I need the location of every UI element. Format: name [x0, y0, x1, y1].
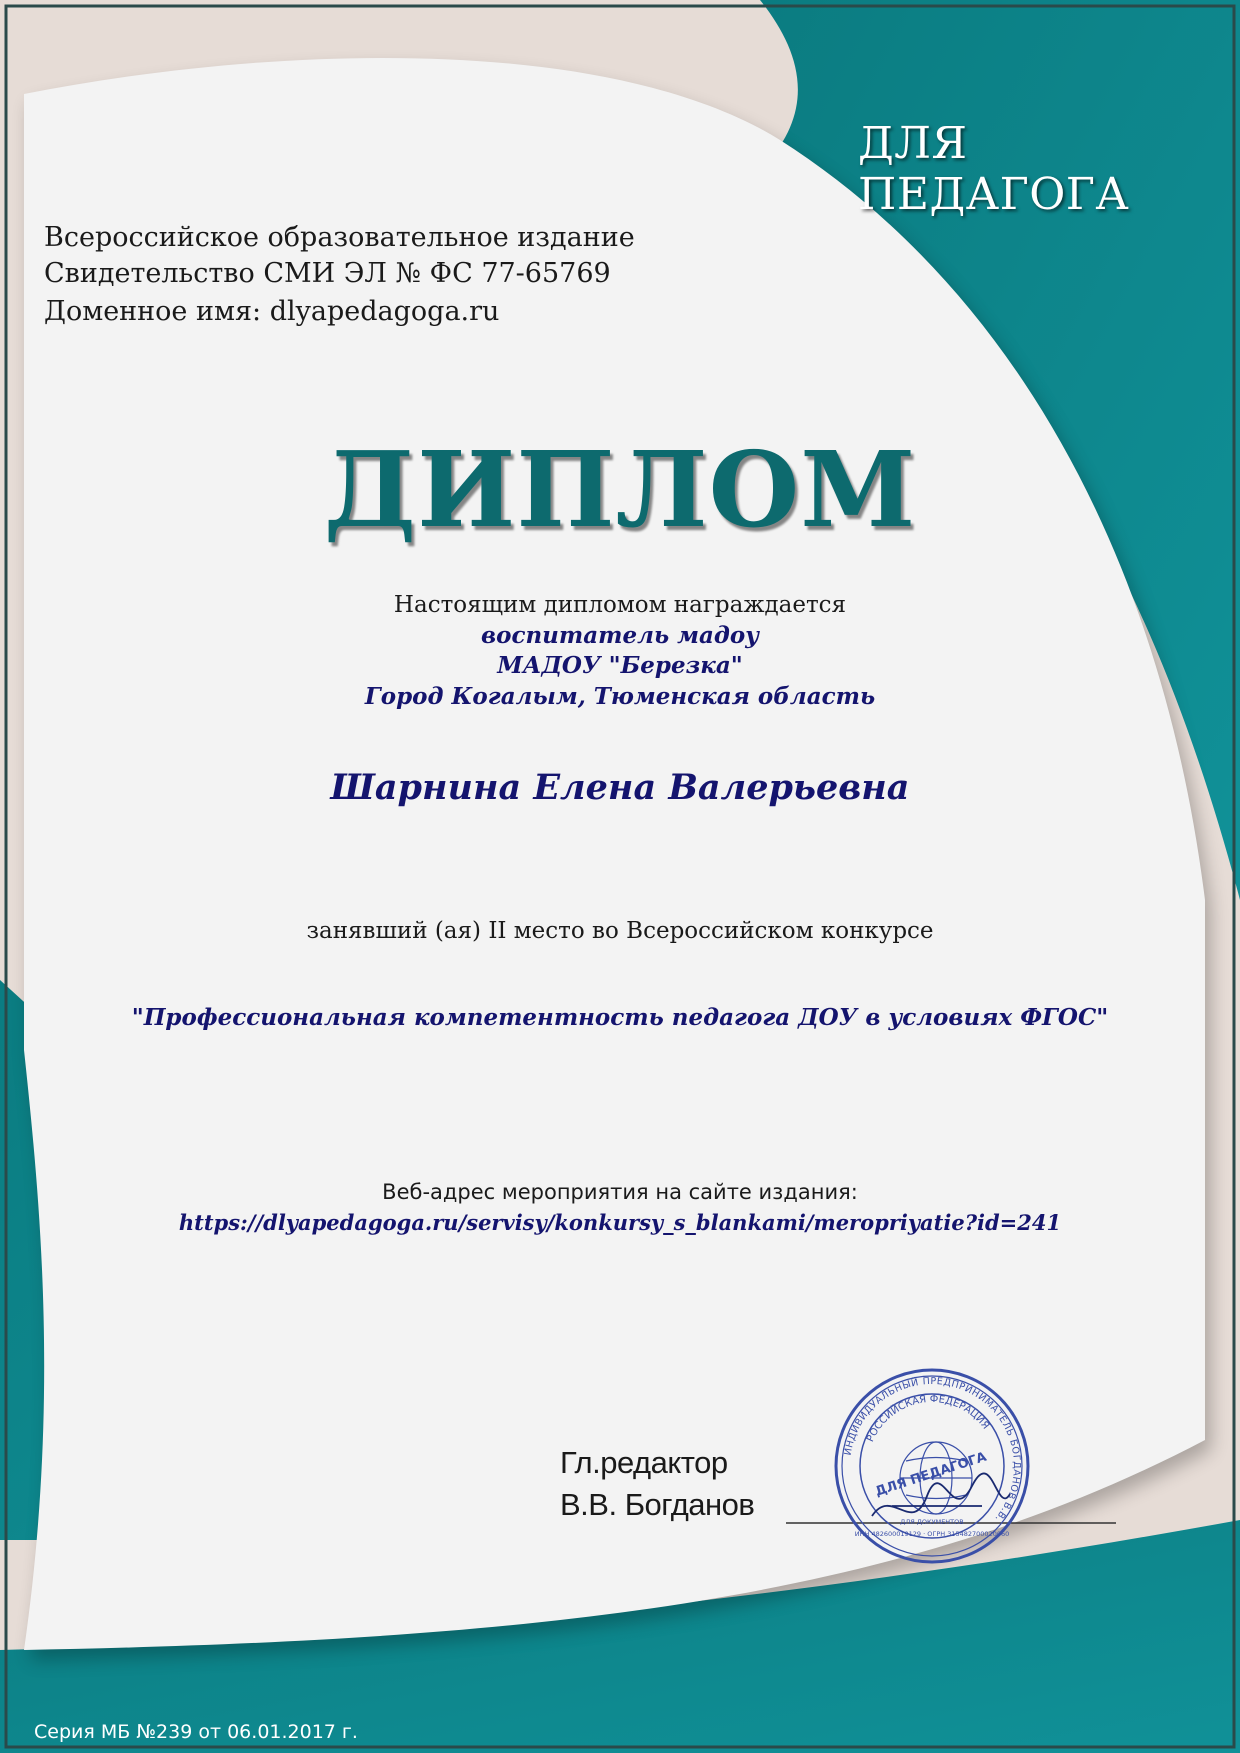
- editor-title: Гл.редактор: [560, 1445, 728, 1480]
- contest-name: "Профессиональная компетентность педагога ДОУ в условиях ФГОС": [131, 1004, 1109, 1031]
- media-registration: Свидетельство СМИ ЭЛ № ФС 77-65769: [44, 258, 611, 289]
- recipient-position: воспитатель мадоу: [481, 622, 759, 649]
- seal-inner-text: РОССИЙСКАЯ ФЕДЕРАЦИЯ: [865, 1393, 992, 1444]
- official-seal: [832, 1366, 1032, 1566]
- brand-title: ДЛЯ ПЕДАГОГА: [858, 118, 1130, 220]
- event-url-link[interactable]: https://dlyapedagoga.ru/servisy/konkursy_s_blankami/meropriyatie?id=241: [178, 1210, 1062, 1235]
- recipient-name: Шарнина Елена Валерьевна: [330, 767, 910, 808]
- seal-small-text: ДЛЯ ДОКУМЕНТОВ: [900, 1518, 964, 1526]
- editor-name: В.В. Богданов: [560, 1487, 755, 1522]
- achievement-text: занявший (ая) II место во Всероссийском конкурсе: [306, 918, 934, 944]
- publication-type: Всероссийское образовательное издание: [44, 222, 635, 253]
- seal-outer-text: ИНДИВИДУАЛЬНЫЙ ПРЕДПРИНИМАТЕЛЬ БОГДАНОВ В.В.: [842, 1375, 1023, 1525]
- seal-bottom-text: ИНН 482600019129 · ОГРН 315482700020060: [854, 1530, 1010, 1538]
- seal-center-text: ДЛЯ ПЕДАГОГА: [873, 1449, 989, 1500]
- diploma-title: ДИПЛОМ: [323, 428, 917, 551]
- domain-name: Доменное имя: dlyapedagoga.ru: [44, 296, 500, 327]
- recipient-organization: МАДОУ "Березка": [497, 652, 743, 679]
- recipient-location: Город Когалым, Тюменская область: [364, 683, 876, 710]
- series-number: Серия МБ №239 от 06.01.2017 г.: [34, 1721, 358, 1743]
- award-intro: Настоящим дипломом награждается: [393, 592, 847, 618]
- event-url-label: Веб-адрес мероприятия на сайте издания:: [382, 1180, 858, 1204]
